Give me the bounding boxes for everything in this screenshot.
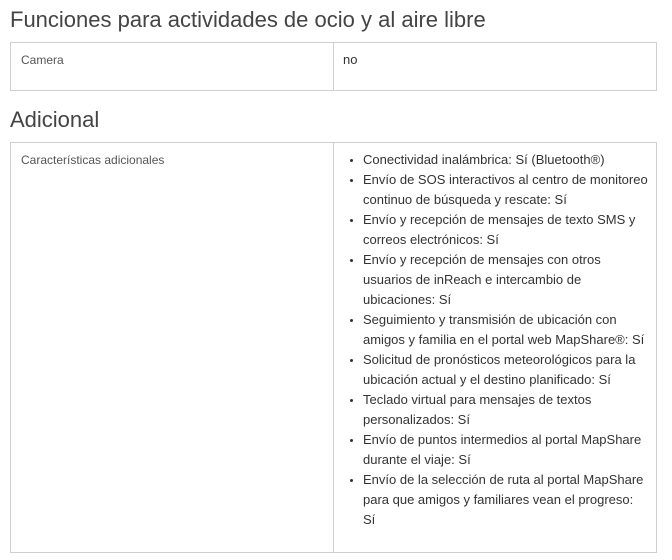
list-item: • Solicitud de pronósticos meteorológicos para la ubicación actual y el destino planificado: Sí	[363, 350, 648, 390]
list-item: • Teclado virtual para mensajes de textos personalizados: Sí	[363, 390, 648, 430]
list-item: • Conectividad inalámbrica: Sí (Bluetooth®)	[363, 150, 648, 170]
specs-table-additional	[10, 142, 657, 553]
spec-value	[334, 143, 657, 553]
table-row	[11, 143, 657, 553]
list-item: • Envío de SOS interactivos al centro de monitoreo continuo de búsqueda y rescate: Sí	[363, 170, 648, 210]
spec-label: Características adicionales	[11, 143, 334, 553]
section-title-outdoor: Funciones para actividades de ocio y al aire libre	[10, 7, 486, 32]
feature-list	[343, 150, 648, 530]
list-item: • Seguimiento y transmisión de ubicación con amigos y familia en el portal web MapShare®: Sí	[363, 310, 648, 350]
list-item: • Envío de la selección de ruta al portal MapShare para que amigos y familiares vean el progreso: Sí	[363, 470, 648, 530]
table-row	[11, 43, 657, 91]
list-item: • Envío de puntos intermedios al portal MapShare durante el viaje: Sí	[363, 430, 648, 470]
list-item: • Envío y recepción de mensajes de texto SMS y correos electrónicos: Sí	[363, 210, 648, 250]
spec-value: no	[334, 43, 657, 91]
specs-table-outdoor	[10, 42, 657, 91]
section-title-additional: Adicional	[10, 107, 100, 132]
list-item: • Envío y recepción de mensajes con otros usuarios de inReach e intercambio de ubicaciones: Sí	[363, 250, 648, 310]
spec-label: Camera	[11, 43, 334, 91]
